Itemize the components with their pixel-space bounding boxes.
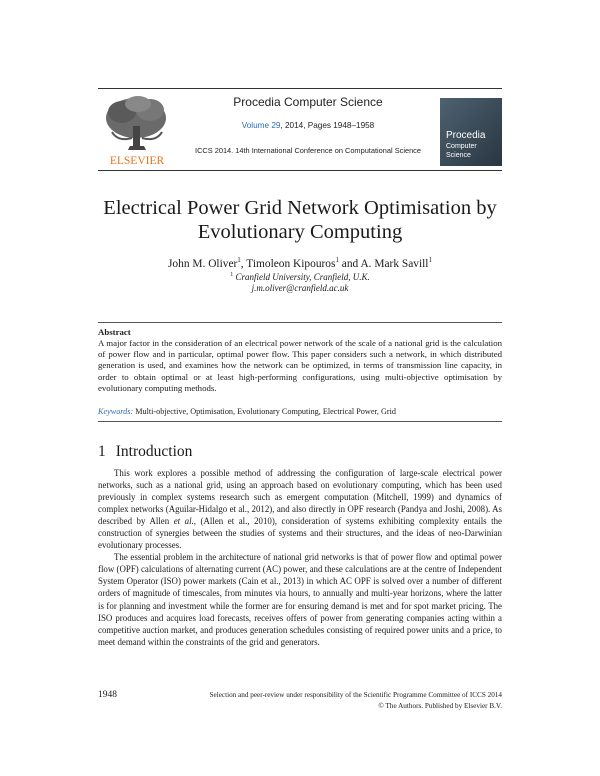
author-separator: , bbox=[240, 257, 247, 270]
page-number: 1948 bbox=[98, 690, 117, 700]
elsevier-logo-icon bbox=[98, 92, 176, 168]
header-top-rule bbox=[98, 88, 502, 89]
procedia-cover-icon bbox=[440, 98, 502, 166]
header-bottom-rule bbox=[98, 170, 502, 171]
abstract-heading: Abstract bbox=[98, 327, 131, 337]
journal-name: Procedia Computer Science bbox=[233, 95, 383, 109]
paragraph-text: This work explores a possible method of addressing the configuration of large-scale electrical power networks, such as a national grid, using an approach based on evolutionary computing, which has been used previously in complex systems research such as emergent computation (Mitchell, 1999) and dynamics of complex networks (Aguilar-Hidalgo et al., 2012), and also directly in OPF research (Pandya and Joshi, 2008). As described by Allen bbox=[98, 468, 502, 527]
author-name: A. Mark Savill bbox=[360, 257, 429, 270]
elsevier-wordmark: ELSEVIER bbox=[109, 155, 165, 167]
author-superscript: 1 bbox=[237, 256, 241, 264]
author-name: Timoleon Kipouros bbox=[246, 257, 336, 270]
author-superscript: 1 bbox=[335, 256, 339, 264]
author-name: John M. Oliver bbox=[168, 257, 238, 270]
author-email[interactable]: j.m.oliver@cranfield.ac.uk bbox=[251, 283, 349, 293]
conference-name: ICCS 2014. 14th International Conference on Computational Science bbox=[195, 146, 421, 155]
volume-link[interactable]: Volume 29 bbox=[241, 121, 281, 130]
keywords-label: Keywords: bbox=[98, 407, 134, 416]
affiliation bbox=[80, 272, 520, 282]
cover-line-3: Science bbox=[446, 152, 471, 159]
cover-line-1: Procedia bbox=[446, 130, 486, 141]
paragraph: The essential problem in the architecture of national grid networks is that of power flow and optimal power flow (OPF) calculations of alternating current (AC) power, and these calculations are at the centre of Independent System Operator (ISO) power markets (Cain et al., 2013) in which AC OPF is solved over a number of different orders of magnitude of timescales, from minutes via hours, to annually and multi-year horizons, where the latter is for planning and investment while the former are for ensuring demand is met and for spot market pricing. The ISO produces and acquires load forecasts, receives offers of power from generating companies acting within a competitive auction market, and produces generation schedules consisting of required power units and a price, to meet demand within the constraints of the grid and generators. bbox=[98, 552, 502, 647]
author-separator: and bbox=[338, 257, 361, 270]
affiliation-superscript: 1 bbox=[230, 272, 234, 278]
keywords-text: Multi-objective, Optimisation, Evolutionary Computing, Electrical Power, Grid bbox=[135, 407, 396, 416]
abstract-top-rule bbox=[98, 322, 502, 323]
keywords bbox=[98, 407, 502, 416]
section-title: Introduction bbox=[115, 443, 193, 460]
paper-title: Electrical Power Grid Network Optimisation by Evolutionary Computing bbox=[103, 197, 497, 243]
paragraph-text: , (Allen et al., 2010), consideration of systems exhibiting complexity entails the construction of synergies between the studies of systems and their structures, and the ideas of neo-Darwinian evolutionary processes. bbox=[98, 516, 503, 551]
cover-line-2: Computer bbox=[446, 143, 477, 150]
footer-line-2: © The Authors. Published by Elsevier B.V. bbox=[378, 702, 502, 710]
author-list bbox=[80, 256, 520, 270]
paragraph-italic: et al. bbox=[173, 516, 194, 527]
footer-line-1: Selection and peer-review under responsibility of the Scientific Programme Committee of ICCS 2014 bbox=[209, 691, 502, 699]
paragraph bbox=[98, 467, 502, 551]
volume-pages: , 2014, Pages 1948–1958 bbox=[280, 121, 375, 130]
abstract-text: A major factor in the consideration of an electrical power network of the scale of a national grid is the calculation of power flow and in particular, optimal power flow. This paper considers such a network, in which distributed generation is used, and examines how the network can be optimized, in terms of transmission line capacity, in order to obtain optimal or at least high-performing configurations, using multi-objective optimisation by evolutionary computing methods. bbox=[98, 338, 502, 393]
author-superscript: 1 bbox=[428, 256, 432, 264]
section-body bbox=[98, 467, 502, 648]
abstract-bottom-rule bbox=[98, 421, 502, 422]
section-number: 1 bbox=[98, 443, 106, 460]
volume-line bbox=[176, 121, 440, 130]
affiliation-text: Cranfield University, Cranfield, U.K. bbox=[235, 272, 370, 282]
section-heading bbox=[98, 443, 192, 461]
